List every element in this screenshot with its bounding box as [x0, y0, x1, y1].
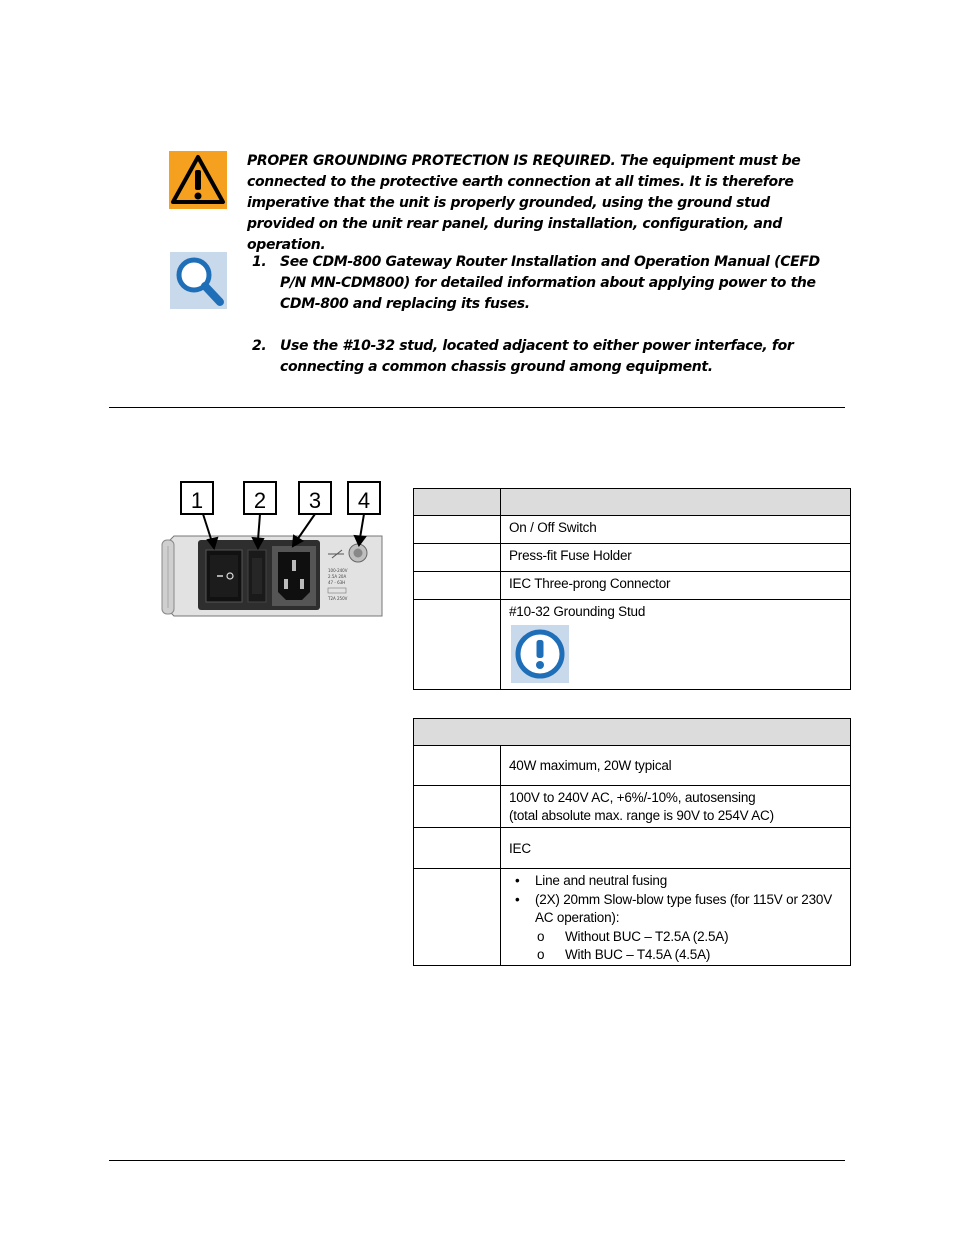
table-cell-item [414, 746, 501, 786]
callout-number: 2 [253, 488, 267, 513]
table-cell-description [501, 600, 851, 690]
table-cell-line: (total absolute max. range is 90V to 254V AC) [509, 807, 774, 823]
table-cell-item [414, 544, 501, 572]
section-divider [109, 407, 845, 408]
table-cell-item [414, 600, 501, 690]
power-specifications-table [413, 718, 851, 966]
sub-bullet-glyph: o [537, 928, 545, 944]
warning-triangle-icon [169, 151, 227, 209]
footer-divider [109, 1160, 845, 1161]
reference-note-number: 2. [252, 338, 267, 354]
table-row [414, 746, 851, 786]
list-item-text: With BUC – T4.5A (4.5A) [565, 947, 711, 962]
grounding-warning-text: PROPER GROUNDING PROTECTION IS REQUIRED. The equipment must be connected to the protective earth connection at all times. It is therefore imperative that the unit is properly grounded, using the ground stud provided on the unit rear panel, during installation, configuration, and operation. [247, 153, 801, 253]
table-row [414, 786, 851, 828]
list-item-text: Line and neutral fusing [535, 873, 668, 888]
list-item [509, 891, 842, 928]
table-cell-description: IEC Three-prong Connector [501, 572, 851, 600]
list-item-text: Without BUC – T2.5A (2.5A) [565, 928, 729, 944]
grounding-stud-label: #10-32 Grounding Stud [509, 604, 646, 619]
table-cell-item [414, 572, 501, 600]
power-interface-features-table [413, 488, 851, 690]
fuse-spec-list [509, 872, 842, 965]
reference-note-text: See CDM-800 Gateway Router Installation and Operation Manual (CEFD P/N MN-CDM800) for detailed information about applying power to the CDM-800 and replacing its fuses. [280, 254, 820, 312]
table-row [414, 869, 851, 966]
table-cell-value: 40W maximum, 20W typical [501, 746, 851, 786]
table-row [414, 600, 851, 690]
bullet-glyph: • [515, 891, 520, 907]
sub-bullet-glyph: o [537, 947, 545, 962]
reference-note-1 [252, 252, 842, 315]
magnifier-icon [170, 252, 227, 309]
table-row [414, 572, 851, 600]
table-cell-item [414, 869, 501, 966]
table-cell-description: On / Off Switch [501, 516, 851, 544]
bullet-glyph: • [515, 873, 520, 888]
table-header-row [414, 489, 851, 516]
reference-note-number: 1. [252, 254, 267, 270]
list-item [509, 872, 842, 891]
table-cell-item [414, 828, 501, 869]
power-interface-panel-image [160, 480, 386, 620]
table-row [414, 516, 851, 544]
table-row [414, 544, 851, 572]
table-header-row [414, 719, 851, 746]
panel-label-line: 100-240V [328, 568, 348, 573]
table-cell-value [501, 786, 851, 828]
panel-label-line: T2A 250V [328, 596, 348, 601]
list-sub-item [509, 946, 842, 965]
callout-number: 4 [357, 488, 371, 513]
table-row [414, 828, 851, 869]
table-cell-value: IEC [501, 828, 851, 869]
table-cell-value [501, 869, 851, 966]
reference-notes-list [252, 252, 842, 378]
table-cell-line: 100V to 240V AC, +6%/-10%, autosensing [509, 789, 756, 805]
table-header-cell [414, 489, 501, 516]
table-cell-item [414, 516, 501, 544]
table-cell-description: Press-fit Fuse Holder [501, 544, 851, 572]
list-item-text: (2X) 20mm Slow-blow type fuses (for 115V or 230V AC operation): [535, 891, 833, 925]
table-cell-item [414, 786, 501, 828]
table-header-cell [501, 489, 851, 516]
exclamation-circle-icon [511, 625, 569, 683]
callout-number: 3 [308, 488, 322, 513]
panel-label-line: 2.5A 20A [328, 574, 347, 579]
callout-number: 1 [190, 488, 204, 513]
reference-note-text: Use the #10-32 stud, located adjacent to either power interface, for connecting a common chassis ground among equipment. [280, 338, 794, 375]
panel-label-line: 47 - 63H [328, 580, 346, 585]
list-sub-item [509, 928, 842, 947]
reference-note-2 [252, 336, 842, 378]
table-header-cell [414, 719, 851, 746]
